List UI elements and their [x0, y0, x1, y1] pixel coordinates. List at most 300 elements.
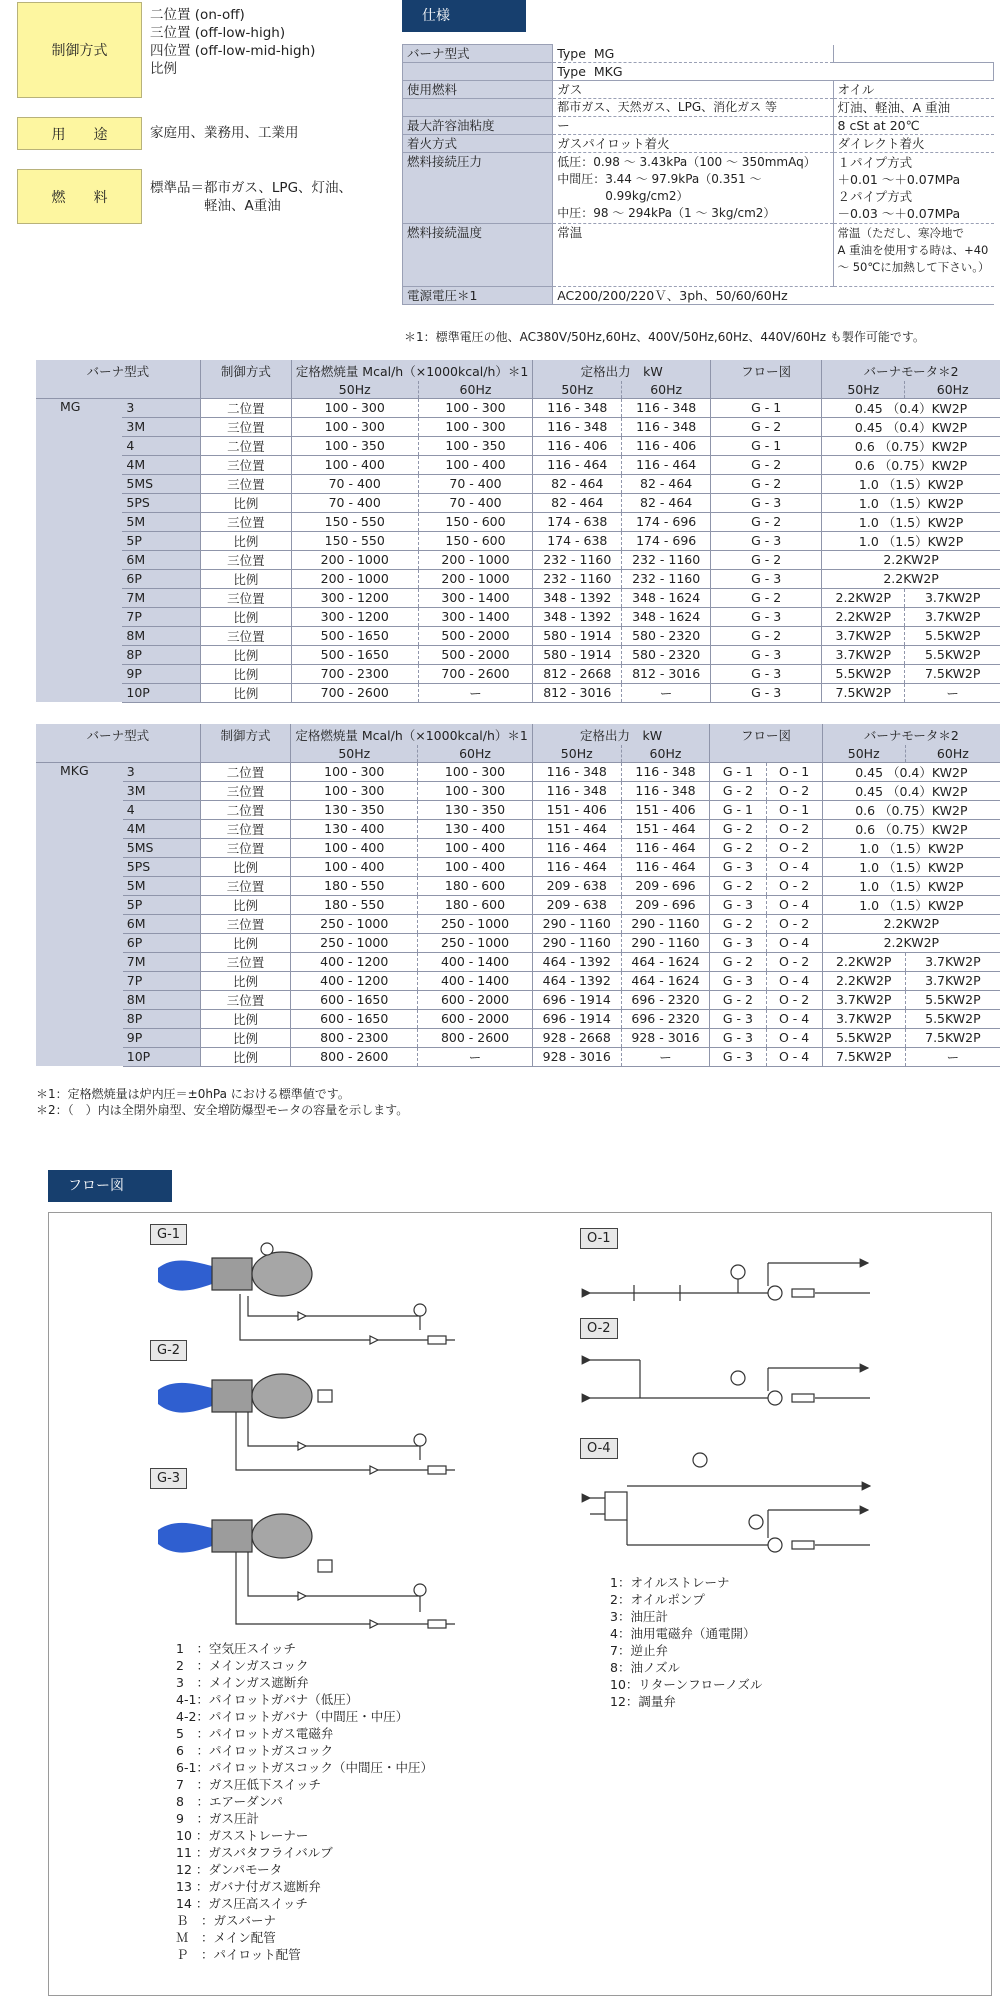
col-hz50: 50Hz: [533, 381, 622, 398]
motor-cell: 1.0 （1.5）KW2P: [822, 512, 1000, 531]
flow-cell: G - 2: [711, 512, 822, 531]
flow-oil-cell: O - 4: [766, 971, 822, 990]
fuel-rate-60-cell: 70 - 400: [418, 474, 533, 493]
output-60-cell: 174 - 696: [622, 531, 711, 550]
fuel-rate-50-cell: 100 - 300: [291, 781, 418, 800]
flow-oil-cell: O - 2: [766, 838, 822, 857]
col-hz60: 60Hz: [622, 381, 711, 398]
fuel-rate-50-cell: 130 - 400: [291, 819, 418, 838]
fuel-rate-50-cell: 700 - 2300: [291, 664, 418, 683]
fuel-rate-60-cell: 600 - 2000: [418, 990, 533, 1009]
spec-value: オイル: [833, 81, 993, 99]
fuel-rate-60-cell: 250 - 1000: [418, 933, 533, 952]
output-60-cell: 812 - 3016: [622, 664, 711, 683]
output-50-cell: 116 - 464: [533, 455, 622, 474]
col-flow: フロー図: [710, 724, 822, 745]
motor-60-cell: 3.7KW2P: [905, 607, 1000, 626]
col-hz50: 50Hz: [822, 745, 905, 762]
flow-gas-cell: G - 2: [710, 952, 766, 971]
fuel-rate-60-cell: 200 - 1000: [418, 550, 533, 569]
output-60-cell: 348 - 1624: [622, 607, 711, 626]
flow-gas-cell: G - 1: [710, 762, 766, 781]
flow-oil-cell: O - 2: [766, 952, 822, 971]
motor-cell: 0.6 （0.75）KW2P: [822, 455, 1000, 474]
col-motor: バーナモータ＊2: [822, 360, 1000, 381]
control-cell: 比例: [200, 569, 291, 588]
motor-50-cell: 5.5KW2P: [822, 1028, 905, 1047]
motor-50-cell: 5.5KW2P: [822, 664, 905, 683]
motor-cell: 0.6 （0.75）KW2P: [822, 800, 1000, 819]
spec-value: Type MKG: [553, 63, 994, 81]
control-cell: 比例: [200, 645, 291, 664]
col-burner-type: バーナ型式: [36, 360, 200, 381]
fuel-rate-50-cell: 130 - 350: [291, 800, 418, 819]
fuel-rate-60-cell: 150 - 600: [418, 512, 533, 531]
flow-cell: G - 3: [711, 664, 822, 683]
fuel-rate-60-cell: 500 - 2000: [418, 645, 533, 664]
output-50-cell: 348 - 1392: [533, 607, 622, 626]
fuel-rate-60-cell: 600 - 2000: [418, 1009, 533, 1028]
output-60-cell: 151 - 406: [621, 800, 710, 819]
fuel-rate-60-cell: 100 - 400: [418, 857, 533, 876]
motor-cell: 1.0 （1.5）KW2P: [822, 857, 1000, 876]
g1-schematic: [158, 1243, 455, 1344]
spec-value: ダイレクト着火: [833, 135, 993, 153]
control-cell: 比例: [200, 493, 291, 512]
col-hz50: 50Hz: [291, 745, 418, 762]
col-hz60: 60Hz: [621, 745, 710, 762]
fuel-rate-50-cell: 200 - 1000: [291, 550, 418, 569]
fuel-rate-50-cell: 500 - 1650: [291, 645, 418, 664]
flow-gas-cell: G - 2: [710, 876, 766, 895]
fuel-rate-60-cell: 100 - 400: [418, 838, 533, 857]
fuel-rate-50-cell: 300 - 1200: [291, 588, 418, 607]
output-50-cell: 232 - 1160: [533, 569, 622, 588]
fuel-rate-50-cell: 400 - 1200: [291, 971, 418, 990]
flow-gas-cell: G - 3: [710, 933, 766, 952]
motor-50-cell: 2.2KW2P: [822, 952, 905, 971]
motor-cell: 0.6 （0.75）KW2P: [822, 819, 1000, 838]
motor-60-cell: 5.5KW2P: [905, 645, 1000, 664]
fuel-rate-50-cell: 100 - 400: [291, 838, 418, 857]
control-cell: 三位置: [200, 550, 291, 569]
model-cell: 3M: [123, 781, 200, 800]
model-cell: 4M: [123, 819, 200, 838]
fuel-rate-50-cell: 100 - 400: [291, 455, 418, 474]
series-name: MKG: [36, 762, 123, 1066]
diagram-label-o4: O-4: [580, 1438, 618, 1459]
fuel-text: 標準品＝都市ガス、LPG、灯油、 軽油、A重油: [150, 180, 353, 214]
control-method-list: 二位置 (on-off) 三位置 (off-low-high) 四位置 (off-low-mid-high) 比例: [150, 7, 316, 77]
control-cell: 三位置: [200, 588, 291, 607]
motor-cell: 0.45 （0.4）KW2P: [822, 398, 1000, 417]
fuel-rate-50-cell: 180 - 550: [291, 895, 418, 914]
fuel-rate-60-cell: 130 - 350: [418, 800, 533, 819]
control-cell: 三位置: [200, 952, 291, 971]
control-cell: 三位置: [200, 838, 291, 857]
motor-60-cell: 3.7KW2P: [905, 588, 1000, 607]
output-50-cell: 116 - 464: [532, 838, 621, 857]
model-cell: 10P: [123, 1047, 200, 1066]
spec-value: ガスパイロット着火: [553, 135, 833, 153]
col-motor: バーナモータ＊2: [822, 724, 1000, 745]
output-60-cell: 580 - 2320: [622, 626, 711, 645]
model-cell: 5PS: [122, 493, 200, 512]
flow-gas-cell: G - 3: [710, 1009, 766, 1028]
motor-cell: 1.0 （1.5）KW2P: [822, 876, 1000, 895]
table-notes: ＊1：定格燃焼量は炉内圧＝±0hPa における標準値です。 ＊2：（ ）内は全閉外扇型、安全増防爆型モータの容量を示します。: [36, 1087, 409, 1117]
output-60-cell: 348 - 1624: [622, 588, 711, 607]
motor-60-cell: 7.5KW2P: [905, 1028, 1000, 1047]
g2-schematic: [158, 1374, 455, 1474]
output-60-cell: 464 - 1624: [621, 952, 710, 971]
spec-value: ガス: [553, 81, 833, 99]
fuel-rate-60-cell: 300 - 1400: [418, 607, 533, 626]
motor-50-cell: 3.7KW2P: [822, 626, 905, 645]
model-cell: 7P: [123, 971, 200, 990]
model-cell: 6M: [122, 550, 200, 569]
oil-legend: 1：オイルストレーナ 2：オイルポンプ 3：油圧計 4：油用電磁弁（通電開） 7：逆止弁 8：油ノズル 10：リターンフローノズル 12：調量弁: [610, 1575, 763, 1709]
spec-value: 8 cSt at 20℃: [833, 117, 993, 135]
col-hz50: 50Hz: [822, 381, 905, 398]
output-60-cell: ー: [622, 683, 711, 702]
flow-gas-cell: G - 3: [710, 895, 766, 914]
spec-key: 使用燃料: [403, 81, 553, 99]
flow-oil-cell: O - 1: [766, 762, 822, 781]
col-hz50: 50Hz: [532, 745, 621, 762]
fuel-rate-60-cell: 100 - 400: [418, 455, 533, 474]
output-60-cell: 116 - 406: [622, 436, 711, 455]
o1-schematic: [590, 1263, 870, 1301]
gas-legend: 1 ：空気圧スイッチ 2 ：メインガスコック 3 ：メインガス遮断弁 4-1：パイロットガバナ（低圧） 4-2：パイロットガバナ（中間圧・中圧） 5 ：パイロットガス電磁弁 6 ：パイロットガスコック 6-1：パイロットガスコック（中間圧・中圧） 7 ：ガス圧低下スイッチ 8 ：エアーダンパ 9 ：ガス圧計 10 ：ガスストレーナー 11 ：ガスバタフライバルブ 12 ：ダンパモータ 13 ：ガバナ付ガス遮断弁 14 ：ガス圧高スイッチ Ｂ ：ガスバーナ Ｍ ：メイン配管 Ｐ ：パイロット配管: [176, 1641, 434, 1962]
output-50-cell: 696 - 1914: [532, 990, 621, 1009]
output-50-cell: 116 - 348: [532, 762, 621, 781]
control-cell: 比例: [200, 857, 291, 876]
fuel-rate-60-cell: 100 - 300: [418, 398, 533, 417]
fuel-rate-50-cell: 70 - 400: [291, 493, 418, 512]
fuel-rate-50-cell: 600 - 1650: [291, 990, 418, 1009]
fuel-rate-60-cell: 100 - 300: [418, 781, 533, 800]
motor-60-cell: 5.5KW2P: [905, 626, 1000, 645]
fuel-rate-50-cell: 300 - 1200: [291, 607, 418, 626]
spec-key: 電源電圧＊1: [403, 287, 553, 305]
control-cell: 比例: [200, 531, 291, 550]
motor-cell: 0.6 （0.75）KW2P: [822, 436, 1000, 455]
model-cell: 7M: [123, 952, 200, 971]
motor-60-cell: ー: [905, 1047, 1000, 1066]
control-cell: 比例: [200, 933, 291, 952]
output-60-cell: 464 - 1624: [621, 971, 710, 990]
control-cell: 二位置: [200, 436, 291, 455]
output-50-cell: 151 - 464: [532, 819, 621, 838]
motor-50-cell: 7.5KW2P: [822, 683, 905, 702]
model-cell: 6M: [123, 914, 200, 933]
flow-cell: G - 1: [711, 398, 822, 417]
model-cell: 4M: [122, 455, 200, 474]
fuel-rate-60-cell: 180 - 600: [418, 895, 533, 914]
output-50-cell: 464 - 1392: [532, 952, 621, 971]
flow-oil-cell: O - 2: [766, 990, 822, 1009]
diagram-label-o1: O-1: [580, 1228, 618, 1249]
flow-cell: G - 3: [711, 493, 822, 512]
motor-50-cell: 2.2KW2P: [822, 588, 905, 607]
col-hz60: 60Hz: [418, 745, 533, 762]
output-60-cell: 580 - 2320: [622, 645, 711, 664]
output-50-cell: 290 - 1160: [532, 933, 621, 952]
model-cell: 5MS: [122, 474, 200, 493]
control-cell: 二位置: [200, 398, 291, 417]
flow-gas-cell: G - 2: [710, 819, 766, 838]
output-60-cell: 290 - 1160: [621, 933, 710, 952]
output-50-cell: 348 - 1392: [533, 588, 622, 607]
flow-cell: G - 3: [711, 531, 822, 550]
output-60-cell: 209 - 696: [621, 876, 710, 895]
fuel-rate-50-cell: 800 - 2600: [291, 1047, 418, 1066]
fuel-rate-50-cell: 180 - 550: [291, 876, 418, 895]
flow-gas-cell: G - 2: [710, 990, 766, 1009]
fuel-rate-60-cell: ー: [418, 1047, 533, 1066]
model-cell: 8M: [122, 626, 200, 645]
control-cell: 三位置: [200, 819, 291, 838]
flow-cell: G - 3: [711, 569, 822, 588]
motor-cell: 1.0 （1.5）KW2P: [822, 474, 1000, 493]
motor-cell: 1.0 （1.5）KW2P: [822, 838, 1000, 857]
control-cell: 三位置: [200, 626, 291, 645]
motor-50-cell: 7.5KW2P: [822, 1047, 905, 1066]
model-cell: 5MS: [123, 838, 200, 857]
motor-cell: 2.2KW2P: [822, 550, 1000, 569]
diagram-label-g3: G-3: [150, 1468, 187, 1489]
control-cell: 比例: [200, 1028, 291, 1047]
model-cell: 7P: [122, 607, 200, 626]
model-cell: 5P: [122, 531, 200, 550]
series-name: MG: [36, 398, 122, 702]
model-cell: 5PS: [123, 857, 200, 876]
col-output: 定格出力 kW: [533, 360, 711, 381]
flow-cell: G - 1: [711, 436, 822, 455]
output-60-cell: 232 - 1160: [622, 569, 711, 588]
fuel-rate-50-cell: 100 - 400: [291, 857, 418, 876]
fuel-rate-60-cell: 250 - 1000: [418, 914, 533, 933]
flow-cell: G - 2: [711, 588, 822, 607]
fuel-rate-60-cell: ー: [418, 683, 533, 702]
spec-value: ー: [553, 117, 833, 135]
motor-50-cell: 3.7KW2P: [822, 990, 905, 1009]
spec-value: 常温（ただし、寒冷地で A 重油を使用する時は、+40 ～ 50℃に加熱して下さい。）: [833, 224, 993, 287]
spec-value: Type MG: [553, 45, 833, 63]
flow-oil-cell: O - 2: [766, 781, 822, 800]
col-control: 制御方式: [200, 724, 291, 745]
motor-cell: 0.45 （0.4）KW2P: [822, 417, 1000, 436]
fuel-rate-50-cell: 500 - 1650: [291, 626, 418, 645]
motor-cell: 0.45 （0.4）KW2P: [822, 762, 1000, 781]
fuel-rate-50-cell: 100 - 300: [291, 398, 418, 417]
flow-oil-cell: O - 4: [766, 857, 822, 876]
diagram-label-o2: O-2: [580, 1318, 618, 1339]
output-50-cell: 116 - 464: [532, 857, 621, 876]
output-60-cell: 116 - 348: [622, 398, 711, 417]
fuel-rate-50-cell: 100 - 300: [291, 762, 418, 781]
motor-60-cell: 3.7KW2P: [905, 971, 1000, 990]
control-cell: 三位置: [200, 474, 291, 493]
spec-title: 仕様: [402, 0, 526, 32]
control-cell: 三位置: [200, 781, 291, 800]
control-cell: 三位置: [200, 417, 291, 436]
fuel-label: 燃 料: [17, 169, 142, 224]
col-fuel-rate: 定格燃焼量 Mcal/h（×1000kcal/h）＊1: [291, 360, 533, 381]
flow-cell: G - 3: [711, 607, 822, 626]
model-cell: 3M: [122, 417, 200, 436]
fuel-rate-60-cell: 400 - 1400: [418, 952, 533, 971]
output-60-cell: 696 - 2320: [621, 1009, 710, 1028]
output-50-cell: 928 - 3016: [532, 1047, 621, 1066]
control-cell: 二位置: [200, 800, 291, 819]
model-cell: 9P: [123, 1028, 200, 1047]
flow-oil-cell: O - 2: [766, 876, 822, 895]
fuel-rate-50-cell: 700 - 2600: [291, 683, 418, 702]
control-cell: 三位置: [200, 914, 291, 933]
model-cell: 5M: [122, 512, 200, 531]
model-cell: 10P: [122, 683, 200, 702]
flow-oil-cell: O - 1: [766, 800, 822, 819]
flow-gas-cell: G - 1: [710, 800, 766, 819]
control-cell: 比例: [200, 664, 291, 683]
output-50-cell: 209 - 638: [532, 895, 621, 914]
spec-value: 低圧：0.98 ～ 3.43kPa（100 ～ 350mmAq） 中間圧：3.44 ～ 97.9kPa（0.351 ～ 0.99kg/cm2） 中圧：98 ～ 294kPa（1 ～ 3kg/cm2）: [553, 153, 833, 224]
col-hz60: 60Hz: [905, 745, 1000, 762]
motor-60-cell: ー: [905, 683, 1000, 702]
o2-schematic: [590, 1360, 870, 1405]
flow-cell: G - 3: [711, 683, 822, 702]
model-cell: 6P: [122, 569, 200, 588]
fuel-rate-50-cell: 200 - 1000: [291, 569, 418, 588]
spec-key: バーナ型式: [403, 45, 553, 63]
fuel-rate-60-cell: 400 - 1400: [418, 971, 533, 990]
model-cell: 4: [123, 800, 200, 819]
col-output: 定格出力 kW: [532, 724, 710, 745]
output-60-cell: 116 - 348: [622, 417, 711, 436]
fuel-rate-60-cell: 130 - 400: [418, 819, 533, 838]
spec-key: 最大許容油粘度: [403, 117, 553, 135]
motor-cell: 1.0 （1.5）KW2P: [822, 493, 1000, 512]
output-50-cell: 116 - 406: [533, 436, 622, 455]
output-50-cell: 174 - 638: [533, 531, 622, 550]
control-cell: 三位置: [200, 990, 291, 1009]
spec-value: 常温: [553, 224, 833, 287]
flow-oil-cell: O - 4: [766, 933, 822, 952]
motor-cell: 2.2KW2P: [822, 569, 1000, 588]
flow-cell: G - 2: [711, 417, 822, 436]
motor-cell: 1.0 （1.5）KW2P: [822, 895, 1000, 914]
motor-cell: 0.45 （0.4）KW2P: [822, 781, 1000, 800]
flow-oil-cell: O - 4: [766, 1028, 822, 1047]
col-control: 制御方式: [200, 360, 291, 381]
model-cell: 4: [122, 436, 200, 455]
output-50-cell: 82 - 464: [533, 493, 622, 512]
flow-cell: G - 3: [711, 645, 822, 664]
output-50-cell: 116 - 348: [533, 398, 622, 417]
fuel-rate-50-cell: 800 - 2300: [291, 1028, 418, 1047]
output-60-cell: 232 - 1160: [622, 550, 711, 569]
fuel-rate-50-cell: 150 - 550: [291, 512, 418, 531]
flow-cell: G - 2: [711, 474, 822, 493]
flow-gas-cell: G - 2: [710, 781, 766, 800]
flow-gas-cell: G - 3: [710, 971, 766, 990]
spec-note: ＊1：標準電圧の他、AC380V/50Hz,60Hz、400V/50Hz,60Hz、440V/60Hz も製作可能です。: [404, 330, 925, 344]
control-cell: 比例: [200, 1009, 291, 1028]
spec-key: 燃料接続温度: [403, 224, 553, 287]
model-cell: 8M: [123, 990, 200, 1009]
control-method-label: 制御方式: [17, 2, 142, 98]
output-60-cell: 151 - 464: [621, 819, 710, 838]
motor-60-cell: 5.5KW2P: [905, 1009, 1000, 1028]
col-hz50: 50Hz: [291, 381, 418, 398]
fuel-rate-50-cell: 250 - 1000: [291, 914, 418, 933]
flow-gas-cell: G - 3: [710, 1028, 766, 1047]
model-cell: 6P: [123, 933, 200, 952]
col-hz60: 60Hz: [418, 381, 533, 398]
output-60-cell: ー: [621, 1047, 710, 1066]
fuel-rate-60-cell: 70 - 400: [418, 493, 533, 512]
motor-cell: 2.2KW2P: [822, 914, 1000, 933]
model-cell: 9P: [122, 664, 200, 683]
output-60-cell: 82 - 464: [622, 493, 711, 512]
spec-key: 着火方式: [403, 135, 553, 153]
fuel-rate-60-cell: 700 - 2600: [418, 664, 533, 683]
flow-oil-cell: O - 4: [766, 895, 822, 914]
output-50-cell: 580 - 1914: [533, 626, 622, 645]
spec-key: 燃料接続圧力: [403, 153, 553, 224]
model-cell: 8P: [122, 645, 200, 664]
col-fuel-rate: 定格燃焼量 Mcal/h（×1000kcal/h）＊1: [291, 724, 533, 745]
flow-cell: G - 2: [711, 455, 822, 474]
output-50-cell: 232 - 1160: [533, 550, 622, 569]
fuel-rate-60-cell: 800 - 2600: [418, 1028, 533, 1047]
output-50-cell: 928 - 2668: [532, 1028, 621, 1047]
output-60-cell: 174 - 696: [622, 512, 711, 531]
flow-title: フロー図: [48, 1170, 172, 1202]
flow-gas-cell: G - 2: [710, 914, 766, 933]
output-50-cell: 116 - 348: [533, 417, 622, 436]
model-cell: 5P: [123, 895, 200, 914]
o4-schematic: [590, 1453, 870, 1552]
fuel-rate-50-cell: 400 - 1200: [291, 952, 418, 971]
usage-label: 用 途: [17, 117, 142, 150]
output-50-cell: 580 - 1914: [533, 645, 622, 664]
col-burner-type: バーナ型式: [36, 724, 200, 745]
flow-gas-cell: G - 2: [710, 838, 766, 857]
output-60-cell: 116 - 348: [621, 781, 710, 800]
motor-cell: 1.0 （1.5）KW2P: [822, 531, 1000, 550]
motor-50-cell: 2.2KW2P: [822, 607, 905, 626]
diagram-label-g1: G-1: [150, 1224, 187, 1245]
control-cell: 二位置: [200, 762, 291, 781]
spec-value: 灯油、軽油、A 重油: [833, 99, 993, 117]
output-60-cell: 209 - 696: [621, 895, 710, 914]
motor-50-cell: 2.2KW2P: [822, 971, 905, 990]
control-cell: 三位置: [200, 455, 291, 474]
fuel-rate-50-cell: 100 - 300: [291, 417, 418, 436]
output-50-cell: 464 - 1392: [532, 971, 621, 990]
flow-oil-cell: O - 2: [766, 819, 822, 838]
fuel-rate-60-cell: 200 - 1000: [418, 569, 533, 588]
control-cell: 比例: [200, 683, 291, 702]
output-60-cell: 82 - 464: [622, 474, 711, 493]
flow-gas-cell: G - 3: [710, 857, 766, 876]
fuel-rate-60-cell: 180 - 600: [418, 876, 533, 895]
output-50-cell: 174 - 638: [533, 512, 622, 531]
model-cell: 8P: [123, 1009, 200, 1028]
